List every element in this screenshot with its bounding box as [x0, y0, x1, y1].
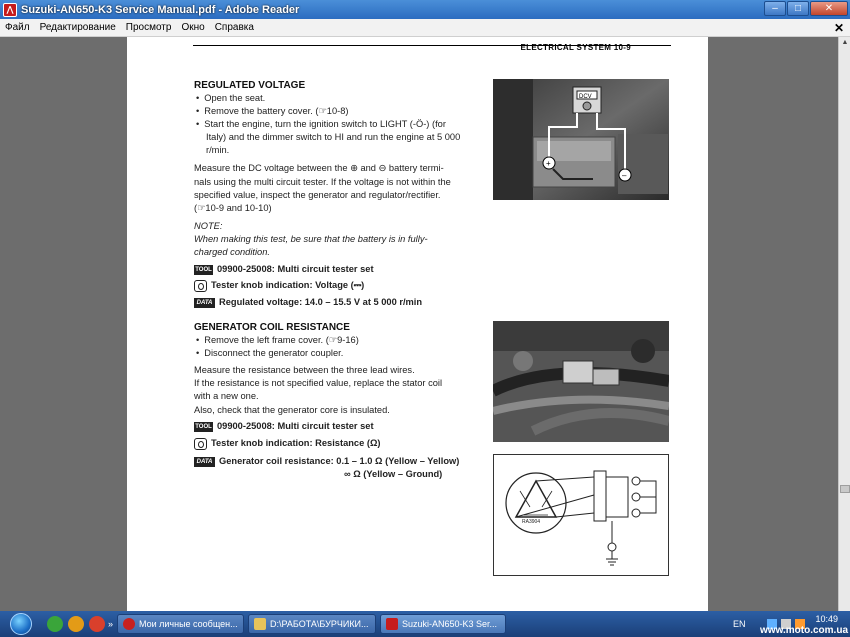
battery-voltage-photo: [493, 79, 669, 200]
taskbar-button-adobe-reader[interactable]: [380, 614, 506, 634]
generator-data-text-1: Generator coil resistance: 0.1 – 1.0 Ω (Yellow – Yellow): [219, 456, 460, 466]
taskbar-button-opera-label: Мои личные сообщен...: [139, 619, 238, 629]
regulated-data-text: Regulated voltage: 14.0 – 15.5 V at 5 000 r/min: [219, 297, 423, 307]
battery-photo-graphic: [493, 79, 669, 200]
regulated-tool-line: [194, 263, 374, 276]
svg-text:+: +: [546, 159, 551, 168]
close-button[interactable]: ✕: [810, 1, 848, 16]
tool-icon: TOOL: [195, 266, 212, 273]
generator-tool-line: [194, 420, 374, 433]
tester-knob-icon: [194, 438, 207, 450]
generator-data-text-2: ∞ Ω (Yellow – Ground): [344, 469, 443, 479]
regulated-voltage-heading: REGULATED VOLTAGE: [194, 80, 306, 91]
regulated-para-line-3: specified value, inspect the generator and regulator/rectifier.: [194, 190, 441, 200]
menu-bar: [0, 19, 850, 37]
generator-tool-text: 09900-25008: Multi circuit tester set: [217, 421, 374, 431]
data-icon: DATA: [194, 457, 215, 467]
taskbar-button-explorer[interactable]: [248, 614, 376, 634]
note-line-1: When making this test, be sure that the battery is in fully-: [194, 234, 428, 244]
note-line-2: charged condition.: [194, 247, 270, 257]
clock[interactable]: 10:49: [815, 614, 838, 624]
regulated-tool-text: 09900-25008: Multi circuit tester set: [217, 264, 374, 274]
generator-heading: GENERATOR COIL RESISTANCE: [194, 322, 350, 333]
adobe-reader-icon: [386, 618, 398, 630]
svg-text:RA3904: RA3904: [522, 519, 541, 525]
taskbar-button-opera[interactable]: [117, 614, 244, 634]
language-indicator[interactable]: EN: [732, 619, 746, 629]
vertical-scrollbar[interactable]: [838, 37, 850, 611]
quicklaunch-chrome-icon[interactable]: [89, 616, 105, 632]
menu-help[interactable]: Справка: [214, 22, 254, 33]
regulated-bullet-3-cont: Italy) and the dimmer switch to HI and run the engine at 5 000: [206, 132, 461, 142]
generator-knob-text: Tester knob indication: Resistance (Ω): [211, 438, 381, 448]
data-icon: DATA: [194, 298, 215, 308]
quicklaunch-firefox-icon[interactable]: [68, 616, 84, 632]
generator-data-line: [194, 455, 459, 468]
page-header-rule: [193, 43, 671, 52]
menu-window[interactable]: Окно: [181, 22, 205, 33]
generator-knob-line: [194, 437, 381, 450]
generator-photo-graphic: [493, 321, 669, 442]
stator-coil-diagram: [493, 454, 669, 576]
minimize-button[interactable]: –: [764, 1, 786, 16]
opera-icon: [123, 618, 135, 630]
multimeter-label: DCV: [579, 94, 592, 100]
quicklaunch-more-icon[interactable]: »: [108, 619, 114, 629]
note-label: NOTE:: [194, 221, 223, 231]
regulated-knob-text: Tester knob indication: Voltage (⎓): [211, 280, 365, 290]
regulated-bullet-3: • Start the engine, turn the ignition switch to LIGHT (-Ö-) (for: [196, 118, 446, 131]
regulated-para-line-1: Measure the DC voltage between the ⊕ and ⊖ battery termi-: [194, 163, 444, 173]
taskbar-button-adobe-label: Suzuki-AN650-K3 Ser...: [402, 619, 498, 629]
windows-logo-icon: [10, 613, 32, 635]
document-viewport[interactable]: [0, 37, 838, 611]
generator-para-line-4: Also, check that the generator core is insulated.: [194, 405, 390, 415]
regulated-bullet-2: • Remove the battery cover. (☞10-8): [196, 105, 349, 118]
regulated-bullet-1: • Open the seat.: [196, 92, 265, 105]
menu-edit[interactable]: Редактирование: [39, 22, 116, 33]
window-title-bar: [0, 0, 850, 19]
regulated-knob-line: [194, 279, 364, 292]
regulated-para-line-2: nals using the multi circuit tester. If the voltage is not within the: [194, 177, 451, 187]
stator-diagram-graphic: [494, 455, 668, 575]
menu-file[interactable]: Файл: [5, 22, 30, 33]
close-document-icon[interactable]: ✕: [833, 21, 844, 35]
page-header: ELECTRICAL SYSTEM 10-9: [520, 43, 631, 52]
generator-para-line-1: Measure the resistance between the three lead wires.: [194, 365, 415, 375]
folder-icon: [254, 618, 266, 630]
adobe-reader-icon: ⋀: [3, 3, 17, 17]
window-title: Suzuki-AN650-K3 Service Manual.pdf - Adobe Reader: [21, 3, 300, 16]
tester-knob-icon: [194, 280, 207, 292]
taskbar: [0, 611, 850, 637]
generator-bullet-1: • Remove the left frame cover. (☞9-16): [196, 334, 359, 347]
start-button[interactable]: [0, 611, 42, 637]
generator-para-line-3: with a new one.: [194, 391, 259, 401]
svg-text:–: –: [622, 171, 627, 180]
quicklaunch-utorrent-icon[interactable]: [47, 616, 63, 632]
window-controls: [764, 1, 848, 16]
maximize-button[interactable]: □: [787, 1, 809, 16]
generator-coupler-photo: [493, 321, 669, 442]
scroll-up-icon[interactable]: ▲: [841, 39, 849, 46]
generator-bullet-2: • Disconnect the generator coupler.: [196, 347, 343, 360]
menu-view[interactable]: Просмотр: [125, 22, 172, 33]
scroll-thumb[interactable]: [840, 485, 850, 493]
regulated-data-line: [194, 296, 422, 309]
tool-icon: TOOL: [195, 423, 212, 430]
generator-para-line-2: If the resistance is not specified value, replace the stator coil: [194, 378, 443, 388]
watermark: www.moto.com.ua: [760, 625, 848, 636]
regulated-para-line-4: (☞10-9 and 10-10): [194, 203, 272, 213]
taskbar-button-explorer-label: D:\РАБОТА\БУРЧИКИ...: [270, 619, 369, 629]
regulated-bullet-3-end: r/min.: [206, 145, 230, 155]
pdf-page: [127, 37, 708, 611]
